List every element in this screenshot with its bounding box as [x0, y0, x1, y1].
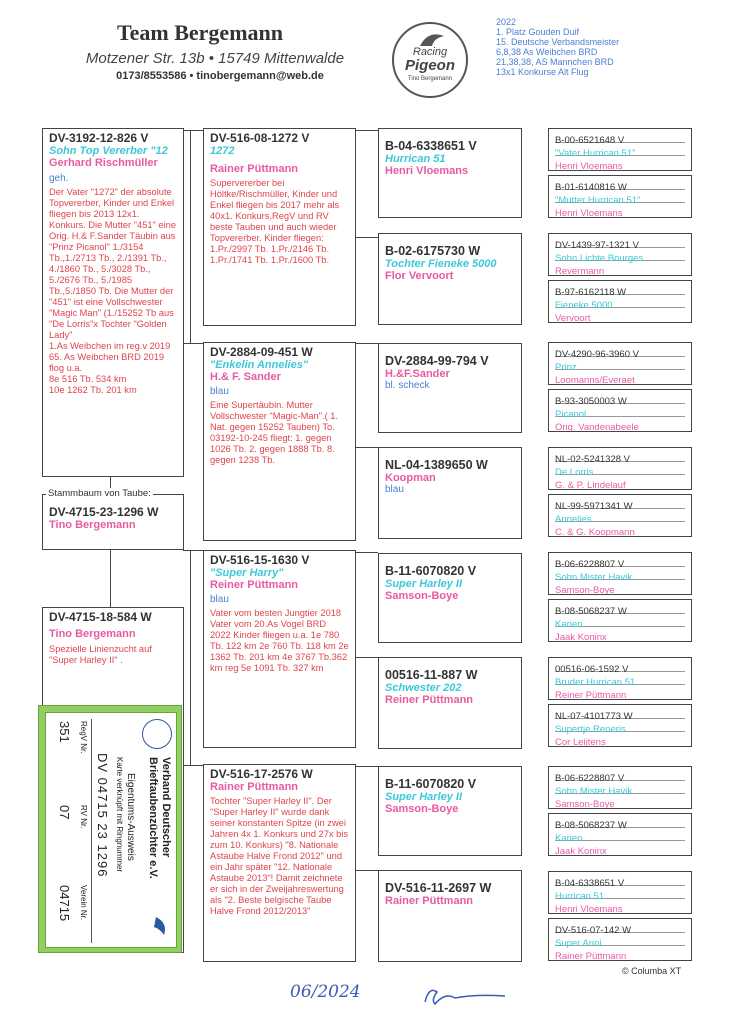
achievements-list: [496, 17, 619, 77]
g4-card: [548, 342, 692, 385]
connector: [356, 657, 378, 658]
plumage-color: bl. scheck: [385, 380, 430, 391]
breeder-name: Rainer Püttmann: [555, 951, 627, 961]
pigeon-name: 1272: [210, 145, 235, 157]
signature-icon: [415, 982, 515, 1012]
connector: [190, 550, 191, 765]
card-org-name: Verband Deutscher: [160, 757, 172, 858]
connector: [356, 343, 378, 344]
granddam-paternal-card: [203, 342, 356, 541]
ring-number: B-02-6175730 W: [385, 244, 481, 258]
plumage-color: blau: [385, 484, 404, 495]
ring-number: B-06-6228807 V: [555, 559, 625, 570]
granddam-maternal-card: [203, 764, 356, 962]
pigeon-description: Eine Supertäubin. Mutter Vollschwester "Magic-Man".( 1. Nat. gegen 15252 Tauben) To. 03192-10-245 fliegt: 1. gegen 1026 Tb. 2. gegen 1888 Tb. 8. gegen 1238 Tb.: [210, 400, 339, 465]
breeder-name: Orig. Vandenabeele: [555, 422, 639, 432]
pigeon-name: Karien: [555, 619, 583, 630]
ring-number: B-06-6228807 V: [555, 773, 625, 784]
pigeon-name: Schwester 202: [385, 682, 462, 694]
ring-number: DV-4715-23-1296 W: [49, 505, 159, 519]
ring-number: DV-516-07-142 W: [555, 925, 632, 936]
connector: [356, 870, 378, 871]
ring-number: DV-516-11-2697 W: [385, 881, 492, 895]
header-title: Team Bergemann: [116, 20, 283, 45]
breeder-name: Samson-Boye: [555, 799, 615, 809]
pigeon-name: Supertje Reneris: [555, 724, 626, 735]
pigeon-name: Picanol: [555, 409, 587, 420]
ring-number: B-04-6338651 V: [385, 139, 477, 153]
plumage-color: geh.: [49, 173, 69, 184]
g4-card: [548, 552, 692, 595]
g3-card: [378, 343, 522, 433]
ring-number: DV-516-08-1272 V: [210, 131, 310, 145]
ring-number: DV-4290-96-3960 V: [555, 349, 639, 360]
ring-number: B-08-5068237 W: [555, 606, 627, 617]
pigeon-description: Supervererber bei Höltke/Rischmüller, Kinder und Enkel fliegen bis 2017 mehr als 40x1. Konkurs,RegV und RV beste Tauben und auch wieder Topvererber. Kinder fliegen: 1.Pr./2997 Tb. 1.Pr./2146 Tb. 1.Pr./1741 Tb. 1.Pr./1600 Tb.: [210, 178, 340, 265]
breeder-name: Rainer Püttmann: [385, 895, 474, 907]
g4-card: [548, 766, 692, 809]
g4-card: [548, 128, 692, 171]
achievement-item: 2022: [496, 17, 517, 27]
pigeon-name: Sohn Mister Havik: [555, 572, 633, 583]
breeder-name: Samson-Boye: [385, 803, 459, 815]
pigeon-name: Super Anni: [555, 938, 602, 949]
g4-card: [548, 813, 692, 856]
pigeon-description: Der Vater "1272" der absolute Topvererber, Kinder und Enkel fliegen bis 2013 12x1. Konkurs. Die Mutter "451" eine Orig. H.& F.Sander Täubin aus "Prinz Picanol" 1./3154 Tb.,1./2713 Tb., 2./1391 Tb., 4./1860 Tb., 5./3028 Tb., 5./2676 Tb., 5./1985 Tb.,5./1850 Tb. Die Mutter der "451" ist eine Vollschwester "Magic Man" (1./15252 Tb aus "De Lorris"x Tochter "Golden Lady": [49, 187, 177, 340]
plumage-color: blau: [210, 386, 229, 397]
pigeon-name: Hurrican 51: [385, 153, 446, 165]
card-rv-value: 07: [57, 805, 72, 820]
pigeon-name: Bruder Hurrican 51: [555, 677, 636, 688]
plumage-color: blau: [210, 594, 229, 605]
grandsire-maternal-card: [203, 550, 356, 748]
pedigree-label: Stammbaum von Taube:: [48, 488, 151, 499]
g4-card: [548, 175, 692, 218]
g4-card: [548, 704, 692, 747]
connector: [356, 447, 378, 448]
handwritten-date: 06/2024: [290, 982, 361, 1002]
ring-number: DV-4715-18-584 W: [49, 610, 152, 624]
ownership-card: [38, 705, 182, 953]
header-contact: 0173/8553586 • tinobergemann@web.de: [116, 70, 324, 82]
vdbz-logo-icon: [142, 719, 172, 749]
ring-number: NL-04-1389650 W: [385, 458, 488, 472]
connector: [183, 343, 203, 344]
pigeon-name: "Super Harry": [210, 567, 284, 579]
pigeon-description: Tochter "Super Harley II". Der "Super Harley II" wurde dank seiner konstanten Spitze (in zwei Jahren 4x 1. Konkurs und 27x bis zum 10. Konkurs) "8. Nationale Astaube Halve Frond 2012" und ein Jahr später "12. Nationale Astaube 2013"! Damit zeichnete er sich in der Zweijahreswertung als "2. Beste belgische Taube Halve Frond 2012/2013": [210, 796, 348, 916]
pigeon-name: De Lorris: [555, 467, 594, 478]
g3-card: [378, 766, 522, 856]
breeder-name: Vervoort: [555, 313, 591, 323]
breeder-name: Cor Leijtens: [555, 737, 606, 747]
g3-card: [378, 447, 522, 539]
g3-card: [378, 128, 522, 218]
connector: [356, 130, 378, 131]
connector: [110, 548, 111, 608]
connector: [183, 130, 203, 131]
card-regv-value: 351: [57, 721, 72, 743]
g3-card: [378, 553, 522, 643]
breeder-name: Rainer Püttmann: [210, 781, 299, 793]
ring-number: DV-3192-12-826 V: [49, 131, 149, 145]
breeder-name: Loomanns/Everaet: [555, 375, 635, 385]
achievement-item: 6,8,38 As Weibchen BRD: [496, 47, 598, 57]
pigeon-name: Prinz: [555, 362, 577, 373]
dove-icon: [146, 913, 172, 939]
ring-number: B-00-6521648 V: [555, 135, 625, 146]
breeder-name: Jaak Koninx: [555, 632, 607, 642]
g4-card: [548, 447, 692, 490]
card-subtitle: Karte verknüpft mit Ringnummer: [115, 757, 124, 873]
card-rv-label: RV Nr.: [79, 805, 88, 829]
card-verein-value: 04715: [57, 885, 72, 922]
ring-number: DV-1439-97-1321 V: [555, 240, 639, 251]
owner-name: Tino Bergemann: [49, 519, 136, 531]
g3-card: [378, 870, 522, 962]
breeder-name: Koopman: [385, 472, 436, 484]
card-verein-label: Verein Nr.: [79, 885, 88, 921]
pigeon-name: Hurrican 51: [555, 891, 605, 902]
connector: [183, 765, 203, 766]
ring-number: B-08-5068237 W: [555, 820, 627, 831]
pigeon-name: Super Harley II: [385, 791, 463, 803]
grandsire-paternal-card: [203, 128, 356, 326]
ring-number: DV-516-15-1630 V: [210, 553, 310, 567]
pigeon-name: Karien: [555, 833, 583, 844]
pigeon-description: Spezielle Linienzucht auf "Super Harley II" .: [49, 644, 152, 665]
breeder-name: Flor Vervoort: [385, 270, 454, 282]
connector: [356, 766, 378, 767]
breeder-name: H.&F.Sander: [385, 368, 450, 380]
ring-number: B-04-6338651 V: [555, 878, 625, 889]
breeder-name: Reiner Püttmann: [555, 690, 627, 700]
breeder-name: Revermann: [555, 266, 605, 276]
achievement-item: 13x1 Konkurse Alt Flug: [496, 67, 589, 77]
g4-card: [548, 871, 692, 914]
ring-number: NL-07-4101773 W: [555, 711, 633, 722]
ring-number: B-97-6162118 W: [555, 287, 627, 298]
logo-text-owner: Tino Bergemann: [407, 76, 453, 82]
connector: [356, 237, 378, 238]
breeder-name: Samson-Boye: [555, 585, 615, 595]
breeder-name: Gerhard Rischmüller: [49, 157, 158, 169]
g4-card: [548, 918, 692, 961]
card-ring-number: DV 04715 23 1296: [95, 753, 110, 878]
header-address: Motzener Str. 13b • 15749 Mittenwalde: [85, 50, 345, 67]
pigeon-name: Super Harley II: [385, 578, 463, 590]
breeder-name: Rainer Püttmann: [210, 163, 299, 175]
card-regv-label: RegV Nr.: [79, 721, 88, 754]
pigeon-name: Sohn Top Vererber "12: [49, 145, 168, 157]
achievement-item: 15. Deutsche Verbandsmeister: [496, 37, 620, 47]
g4-card: [548, 233, 692, 276]
ownership-card-inner: [45, 712, 177, 948]
sire-card: [42, 128, 184, 477]
achievement-item: 1. Platz Gouden Duif: [496, 27, 580, 37]
achievement-item: 21,38,38, AS Mannchen BRD: [496, 57, 614, 67]
breeder-name: Jaak Koninx: [555, 846, 607, 856]
racing-pigeon-logo: [392, 22, 468, 98]
g4-card: [548, 657, 692, 700]
ring-number: 00516-11-887 W: [385, 668, 478, 682]
pigeon-description: 65. As Weibchen BRD 2019 flog u.a.: [49, 352, 165, 373]
breeder-name: C. & G. Koopmann: [555, 527, 635, 537]
g3-card: [378, 657, 522, 749]
pigeon-name: "Vater Hurrican 51": [555, 148, 636, 159]
breeder-name: Reiner Püttmann: [210, 579, 299, 591]
ring-number: B-93-3050003 W: [555, 396, 627, 407]
g4-card: [548, 494, 692, 537]
card-org-name-2: Brieftaubenzüchter e.V.: [147, 757, 159, 879]
pigeon-name: Tochter Fieneke 5000: [385, 258, 497, 270]
pigeon-description: 8e 516 Tb. 534 km: [49, 374, 127, 384]
card-divider: [91, 719, 92, 943]
g4-card: [548, 389, 692, 432]
breeder-name: Henri Vloemans: [385, 165, 469, 177]
breeder-name: Tino Bergemann: [49, 628, 136, 640]
breeder-name: Reiner Püttmann: [385, 694, 474, 706]
pigeon-description: Vater vom besten Jungtier 2018 Vater vom 20.As Vogel BRD 2022 Kinder fliegen u.a. 1e 780 Tb. 122 km 2e 760 Tb. 118 km 2e 1362 Tb. 201 km 4e 3767 Tb.362 km reg 5e 1091 Tb. 327 km: [210, 608, 349, 673]
subject-card: [42, 494, 184, 550]
ring-number: DV-2884-09-451 W: [210, 345, 313, 359]
ring-number: DV-2884-99-794 V: [385, 354, 489, 368]
breeder-name: G. & P. Lindelauf: [555, 480, 626, 490]
pigeon-name: "Mutter Hurrican 51": [555, 195, 641, 206]
connector: [356, 552, 378, 553]
breeder-name: Henri Vloemans: [555, 904, 623, 914]
ring-number: B-11-6070820 V: [385, 777, 477, 791]
pigeon-description: 10e 1262 Tb. 201 km: [49, 385, 137, 395]
ring-number: B-01-6140816 W: [555, 182, 627, 193]
logo-text-pigeon: Pigeon: [404, 57, 455, 74]
breeder-name: Henri Vloemans: [555, 208, 623, 218]
ring-number: DV-516-17-2576 W: [210, 767, 313, 781]
ownership-card-content: [46, 713, 177, 948]
card-title: Eigentums-Ausweis: [125, 773, 136, 861]
pigeon-name: Sohn Mister Havik: [555, 786, 633, 797]
g3-card: [378, 233, 522, 325]
g4-card: [548, 599, 692, 642]
pigeon-name: "Enkelin Annelies": [210, 359, 309, 371]
pigeon-name: Annelies: [555, 514, 592, 525]
pigeon-description: 1.As Weibchen im reg.v 2019: [49, 341, 171, 351]
pigeon-name: Sohn Lichte Bourges: [555, 253, 644, 264]
ring-number: NL-99-5971341 W: [555, 501, 633, 512]
connector: [183, 550, 203, 551]
pigeon-name: Fieneke 5000: [555, 300, 613, 311]
ring-number: 00516-06-1592 V: [555, 664, 629, 675]
ring-number: NL-02-5241328 V: [555, 454, 630, 465]
breeder-name: Henri Vloemans: [555, 161, 623, 171]
breeder-name: H.& F. Sander: [210, 371, 281, 383]
ring-number: B-11-6070820 V: [385, 564, 477, 578]
connector: [190, 130, 191, 343]
breeder-name: Samson-Boye: [385, 590, 459, 602]
copyright-text: © Columba XT: [622, 966, 682, 976]
logo-text-racing: Racing: [412, 46, 448, 58]
g4-card: [548, 280, 692, 323]
